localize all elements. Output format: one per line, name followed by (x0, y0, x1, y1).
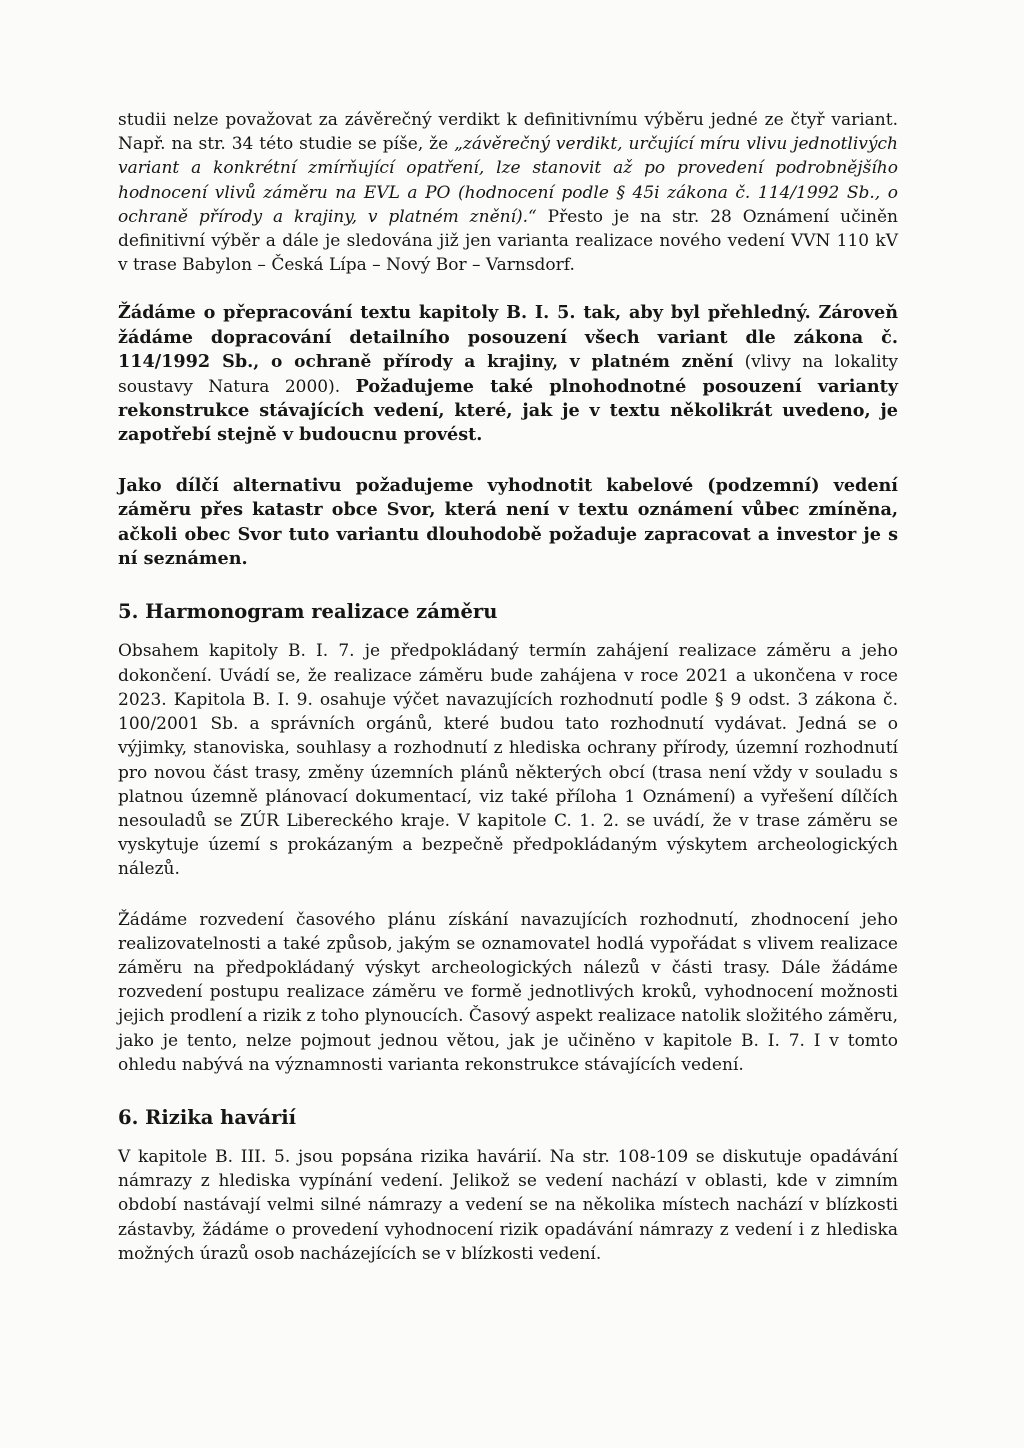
paragraph-risks: V kapitole B. III. 5. jsou popsána rizika havárií. Na str. 108-109 se diskutuje opadávání námrazy z hlediska vypínání vedení. Jelikož se vedení nachází v oblasti, kde v zimním období nastávají velmi silné námrazy a vedení se na několika místech nachází v blízkosti zástavby, žádáme o provedení vyhodnocení rizik opadávání námrazy z vedení i z hlediska možných úrazů osob nacházejících se v blízkosti vedení. (118, 1146, 898, 1264)
section-heading-harmonogram: 5. Harmonogram realizace záměru (118, 600, 498, 624)
paragraph-alternative-cable (118, 474, 898, 572)
quoted-text: „závěrečný verdikt, určující míru vlivu jednotlivých variant a konkrétní zmírňující opatření, lze stanovit až po provedení podrobnějšího hodnocení vlivů záměru na EVL a PO (hodnocení podle § 45i zákona č. 114/1992 Sb., o ochraně přírody a krajiny, v platném znění).“ (118, 134, 898, 227)
paragraph-schedule-request: Žádáme rozvedení časového plánu získání navazujících rozhodnutí, zhodnocení jeho realizovatelnosti a také způsob, jakým se oznamovatel hodlá vypořádat s vlivem realizace záměru na předpokládaný výskyt archeologických nálezů v části trasy. Dále žádáme rozvedení postupu realizace záměru ve formě jednotlivých kroků, vyhodnocení možnosti jejich prodlení a rizik z toho plynoucích. Časový aspekt realizace natolik složitého záměru, jako je tento, nelze pojmout jednou větou, jak je učiněno v kapitole B. I. 7. I v tomto ohledu nabývá na významnosti varianta rekonstrukce stávajících vedení. (118, 909, 898, 1075)
paragraph-request-rework (118, 301, 898, 447)
paragraph-text: Přesto je na str. 28 Oznámení učiněn definitivní výběr a dále je sledována již jen varianta realizace nového vedení VVN 110 kV v trase Babylon – Česká Lípa – Nový Bor – Varnsdorf. (118, 206, 898, 276)
bold-request: Žádáme o přepracování textu kapitoly B. I. 5. tak, aby byl přehledný. Zároveň žádáme dopracování detailního posouzení všech variant dle zákona č. 114/1992 Sb. (118, 302, 898, 373)
section-heading-risks: 6. Rizika havárií (118, 1105, 297, 1129)
bold-request: Jako dílčí alternativu požadujeme vyhodnotit kabelové (podzemní) vedení záměru přes katastr obce Svor, která není v textu oznámení vůbec zmíněna, ačkoli obec Svor tuto variantu dlouhodobě požaduje zapracovat a investor je s ní seznámen. (118, 474, 898, 570)
paragraph-text: (vlivy na lokality soustavy Natura 2000). (118, 352, 898, 397)
bold-request: Požadujeme také plnohodnotné posouzení varianty rekonstrukce stávajících vedení, které, jak je v textu několikrát uvedeno, je zapotřebí stejně v budoucnu provést. (118, 375, 899, 446)
paragraph-text: studii nelze považovat za závěrečný verdikt k definitivnímu výběru jedné ze čtyř variant. Např. na str. 34 této studie se píše, že (118, 110, 898, 155)
bold-text: , o ochraně přírody a krajiny, v platném znění (253, 352, 734, 373)
paragraph-variant-verdict (118, 108, 898, 277)
paragraph-schedule: Obsahem kapitoly B. I. 7. je předpokládaný termín zahájení realizace záměru a jeho dokončení. Uvádí se, že realizace záměru bude zahájena v roce 2021 a ukončena v roce 2023. Kapitola B. I. 9. osahuje výčet navazujících rozhodnutí podle § 9 odst. 3 zákona č. 100/2001 Sb. a správních orgánů, které budou tato rozhodnutí vydávat. Jedná se o výjimky, stanoviska, souhlasy a rozhodnutí z hlediska ochrany přírody, územní rozhodnutí pro novou část trasy, změny územních plánů některých obcí (trasa není vždy v souladu s platnou územně plánovací dokumentací, viz také příloha 1 Oznámení) a vyřešení dílčích nesouladů se ZÚR Libereckého kraje. V kapitole C. 1. 2. se uvádí, že v trase záměru se vyskytuje území s prokázaným a bezpečně předpokládaným výskytem archeologických nálezů. (118, 641, 898, 880)
